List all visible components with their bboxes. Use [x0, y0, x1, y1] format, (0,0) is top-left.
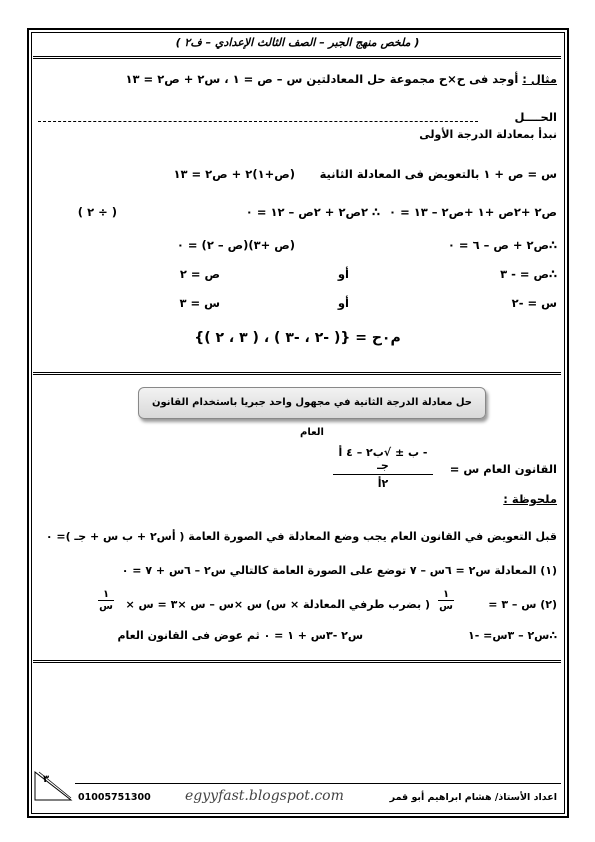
note-label: ملحوظة : — [503, 492, 557, 506]
row2-right: ص٢ +٢ص +١ +ص٢ – ١٣ = ٠ — [389, 205, 557, 219]
divider — [33, 660, 561, 663]
fraction-denominator: س — [439, 601, 453, 612]
solution-label: الحــــل — [514, 110, 557, 124]
footer-phone: 01005751300 — [78, 792, 151, 803]
note-fraction-1 — [438, 589, 454, 612]
row5-right: س = -٢ — [511, 296, 557, 310]
intro-text: نبدأ بمعادلة الدرجة الأولى — [419, 128, 557, 141]
row4-left: ص = ٢ — [179, 267, 220, 281]
row2-mid: ∴ ٢ص٢ + ٢ص – ١٢ = ٠ — [245, 205, 380, 219]
example-question: أوجد فى ح×ح مجموعة حل المعادلتين س – ص = ١ ، س٢ + ص٢ = ١٣ — [125, 72, 519, 86]
solution-dashed-line — [38, 121, 478, 122]
note-line3-mid: ( بضرب طرفي المعادلة × س) س ×س – س ×٣ = س × — [125, 598, 430, 611]
formula-denominator: ٢أ — [333, 474, 433, 490]
page-number: ٣ — [43, 774, 50, 785]
row2-left: ( ÷ ٢ ) — [77, 205, 117, 219]
fraction-numerator: ١ — [442, 589, 450, 600]
row4-right: ∴ص = - ٣ — [500, 267, 557, 281]
divider — [33, 372, 561, 375]
fraction-numerator: ١ — [102, 589, 110, 600]
row1-right: س = ص + ١ بالتعويض فى المعادلة الثانية — [319, 167, 557, 181]
note-line2: (١) المعادلة س٢ = ٦س – ٧ توضع على الصورة العامة كالتالي س٢ – ٦س + ٧ = ٠ — [121, 564, 557, 577]
fraction-denominator: س — [99, 601, 113, 612]
row3-right: ∴ص٢ + ص – ٦ = ٠ — [447, 238, 557, 252]
row1-left: (ص+١)٢ + ص٢ = ١٣ — [173, 167, 295, 181]
note-line1: قبل التعويض في القانون العام يجب وضع المعادلة في الصورة العامة ( أس٢ + ب س + جـ )= ٠ — [45, 530, 557, 543]
footer-line — [75, 783, 561, 784]
page-title: ( ملخص منهج الجبر – الصف الثالث الإعدادي – ف٢ ) — [175, 36, 420, 49]
example-question-line — [125, 72, 557, 86]
formula-numerator: - ب ± √ب٢ – ٤ أ جـ — [338, 446, 428, 472]
row5-mid: أو — [337, 296, 349, 310]
row4-mid: أو — [337, 267, 349, 281]
note-line3-right: (٢) س – ٣ = — [488, 598, 557, 611]
formula-label: القانون العام س = — [449, 462, 557, 476]
solution-set: م٠ح = {( -٢ ، -٣ ) ، ( ٣ ، ٢ )} — [194, 330, 401, 346]
footer-blog: egyyfast.blogspot.com — [185, 788, 344, 804]
page-border — [27, 28, 569, 818]
page-number-box — [33, 770, 73, 802]
note-line4-right: ∴س٢ – ٣س= -١ — [468, 629, 557, 642]
divider — [33, 56, 561, 59]
page-corner-icon — [33, 770, 73, 802]
section-callout: حل معادلة الدرجة الثانية في مجهول واحد جبريا باستخدام القانون العام — [138, 387, 486, 419]
formula-fraction — [333, 446, 433, 490]
note-line4-left: س٢ -٣س + ١ = ٠ ثم عوض فى القانون العام — [117, 629, 363, 642]
row3-left: (ص +٣)(ص – ٢) = ٠ — [176, 238, 295, 252]
note-fraction-2 — [98, 589, 114, 612]
footer-author: اعداد الأستاذ/ هشام ابراهيم أبو قمر — [389, 792, 557, 803]
example-label: مثال : — [522, 72, 557, 86]
row5-left: س = ٣ — [179, 296, 220, 310]
